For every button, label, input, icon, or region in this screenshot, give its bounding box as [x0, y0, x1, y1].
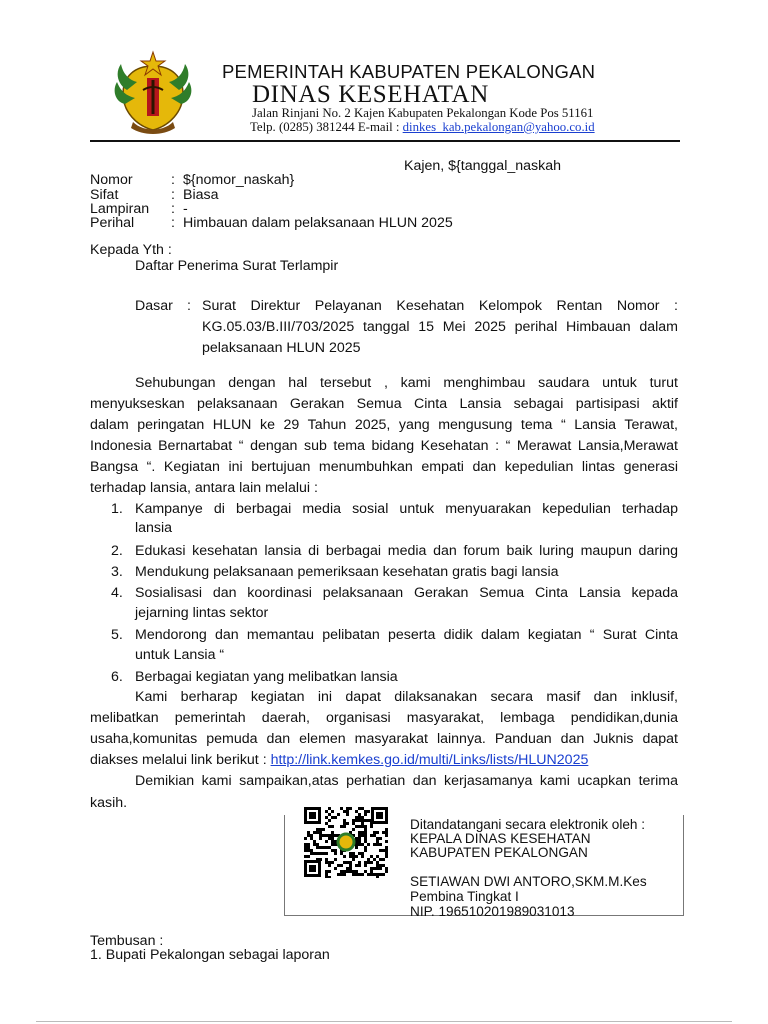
meta-label-perihal: Perihal — [90, 215, 135, 231]
link-prefix: diakses melalui link berikut : — [90, 752, 271, 768]
page-bottom-rule — [36, 1021, 732, 1022]
list-item-number: 3. — [111, 564, 123, 580]
email-link[interactable]: dinkes_kab.pekalongan@yahoo.co.id — [402, 120, 595, 134]
paragraph-1-line: terhadap lansia, antara lain melalui : — [90, 480, 318, 496]
regency-emblem-logo — [113, 50, 193, 136]
paragraph-1-line: Bangsa “. Kegiatan ini bertujuan menumbuhkan empati dan kepedulian lintas generasi — [90, 459, 678, 475]
list-item-number: 1. — [111, 501, 123, 517]
list-item-text: Mendukung pelaksanaan pemeriksaan kesehatan gratis bagi lansia — [135, 564, 559, 580]
list-item-text: lansia — [135, 520, 173, 536]
meta-colon: : — [171, 172, 175, 188]
paragraph-2-line: usaha,komunitas pemuda dan elemen masyarakat lainnya. Panduan dan Juknis dapat — [90, 731, 678, 747]
list-item-number: 5. — [111, 627, 123, 643]
list-item-text: jejarning lintas sektor — [135, 605, 269, 621]
meta-label-sifat: Sifat — [90, 187, 119, 203]
qr-code — [303, 806, 389, 878]
meta-label-lampiran: Lampiran — [90, 201, 150, 217]
paragraph-2-line: Kami berharap kegiatan ini dapat dilaksanakan secara masif dan inklusif, — [135, 689, 678, 705]
government-name: PEMERINTAH KABUPATEN PEKALONGAN — [222, 61, 596, 82]
list-item-text: Berbagai kegiatan yang melibatkan lansia — [135, 669, 398, 685]
recipient-greeting: Kepada Yth : — [90, 242, 172, 258]
department-name: DINAS KESEHATAN — [252, 81, 489, 108]
list-item-text: Mendorong dan memantau pelibatan peserta didik dalam kegiatan “ Surat Cinta — [135, 627, 678, 643]
dasar-line-3: pelaksanaan HLUN 2025 — [202, 340, 361, 356]
recipient-name: Daftar Penerima Surat Terlampir — [135, 258, 339, 274]
closing-line: Demikian kami sampaikan,atas perhatian dan kerjasamanya kami ucapkan terima — [135, 773, 678, 789]
cc-item: 1. Bupati Pekalongan sebagai laporan — [90, 947, 330, 963]
signature-office: KABUPATEN PEKALONGAN — [410, 845, 588, 860]
dasar-colon: : — [187, 298, 191, 314]
phone-text: Telp. (0285) 381244 E-mail : — [250, 120, 403, 134]
list-item-number: 6. — [111, 669, 123, 685]
list-item-number: 2. — [111, 543, 123, 559]
meta-value-lampiran: - — [183, 201, 188, 217]
list-item-number: 4. — [111, 585, 123, 601]
cc-label: Tembusan : — [90, 933, 164, 949]
paragraph-1-line: menyukseskan pelaksanaan Gerakan Semua Cinta Lansia sebagai partisipasi aktif — [90, 396, 678, 412]
signature-statement: Ditandatangani secara elektronik oleh : — [410, 817, 646, 832]
meta-label-nomor: Nomor — [90, 172, 133, 188]
list-item-text: Sosialisasi dan koordinasi pelaksanaan Gerakan Semua Cinta Lansia kepada — [135, 585, 678, 601]
meta-value-perihal: Himbauan dalam pelaksanaan HLUN 2025 — [183, 215, 453, 231]
signer-rank: Pembina Tingkat I — [410, 889, 519, 904]
office-address: Jalan Rinjani No. 2 Kajen Kabupaten Pekalongan Kode Pos 51161 — [252, 106, 594, 120]
dasar-line-1: Surat Direktur Pelayanan Kesehatan Kelompok Rentan Nomor : — [202, 298, 678, 314]
dasar-label: Dasar — [135, 298, 173, 314]
contact-info — [250, 120, 595, 135]
meta-value-sifat: Biasa — [183, 187, 219, 203]
juknis-link[interactable]: http://link.kemkes.go.id/multi/Links/lists/HLUN2025 — [270, 752, 589, 768]
list-item-text: Kampanye di berbagai media sosial untuk menyuarakan kepedulian terhadap — [135, 501, 678, 517]
paragraph-1-line: Sehubungan dengan hal tersebut , kami menghimbau saudara untuk turut — [135, 375, 678, 391]
list-item-text: Edukasi kesehatan lansia di berbagai media dan forum baik luring maupun daring — [135, 543, 678, 559]
dasar-line-2: KG.05.03/B.III/703/2025 tanggal 15 Mei 2025 perihal Himbauan dalam — [202, 319, 678, 335]
list-item-text: untuk Lansia “ — [135, 647, 225, 663]
meta-value-nomor: ${nomor_naskah} — [183, 172, 295, 188]
paragraph-1-line: dalam peringatan HLUN ke 29 Tahun 2025, yang mengusung tema “ Lansia Terawat, — [90, 417, 678, 433]
place-date: Kajen, ${tanggal_naskah — [404, 158, 561, 174]
paragraph-1-line: Indonesia Bernartabat “ dengan sub tema bidang Kesehatan : “ Merawat Lansia,Merawat — [90, 438, 678, 454]
meta-colon: : — [171, 187, 175, 203]
meta-colon: : — [171, 201, 175, 217]
closing-line: kasih. — [90, 795, 128, 811]
paragraph-2-last-line — [90, 750, 588, 771]
letterhead-divider — [90, 140, 680, 142]
meta-colon: : — [171, 215, 175, 231]
signer-nip: NIP. 196510201989031013 — [410, 904, 575, 919]
signature-position: KEPALA DINAS KESEHATAN — [410, 831, 591, 846]
signer-name: SETIAWAN DWI ANTORO,SKM.M.Kes — [410, 874, 647, 889]
paragraph-2-line: melibatkan pemerintah daerah, organisasi masyarakat, lembaga pendidikan,dunia — [90, 710, 678, 726]
